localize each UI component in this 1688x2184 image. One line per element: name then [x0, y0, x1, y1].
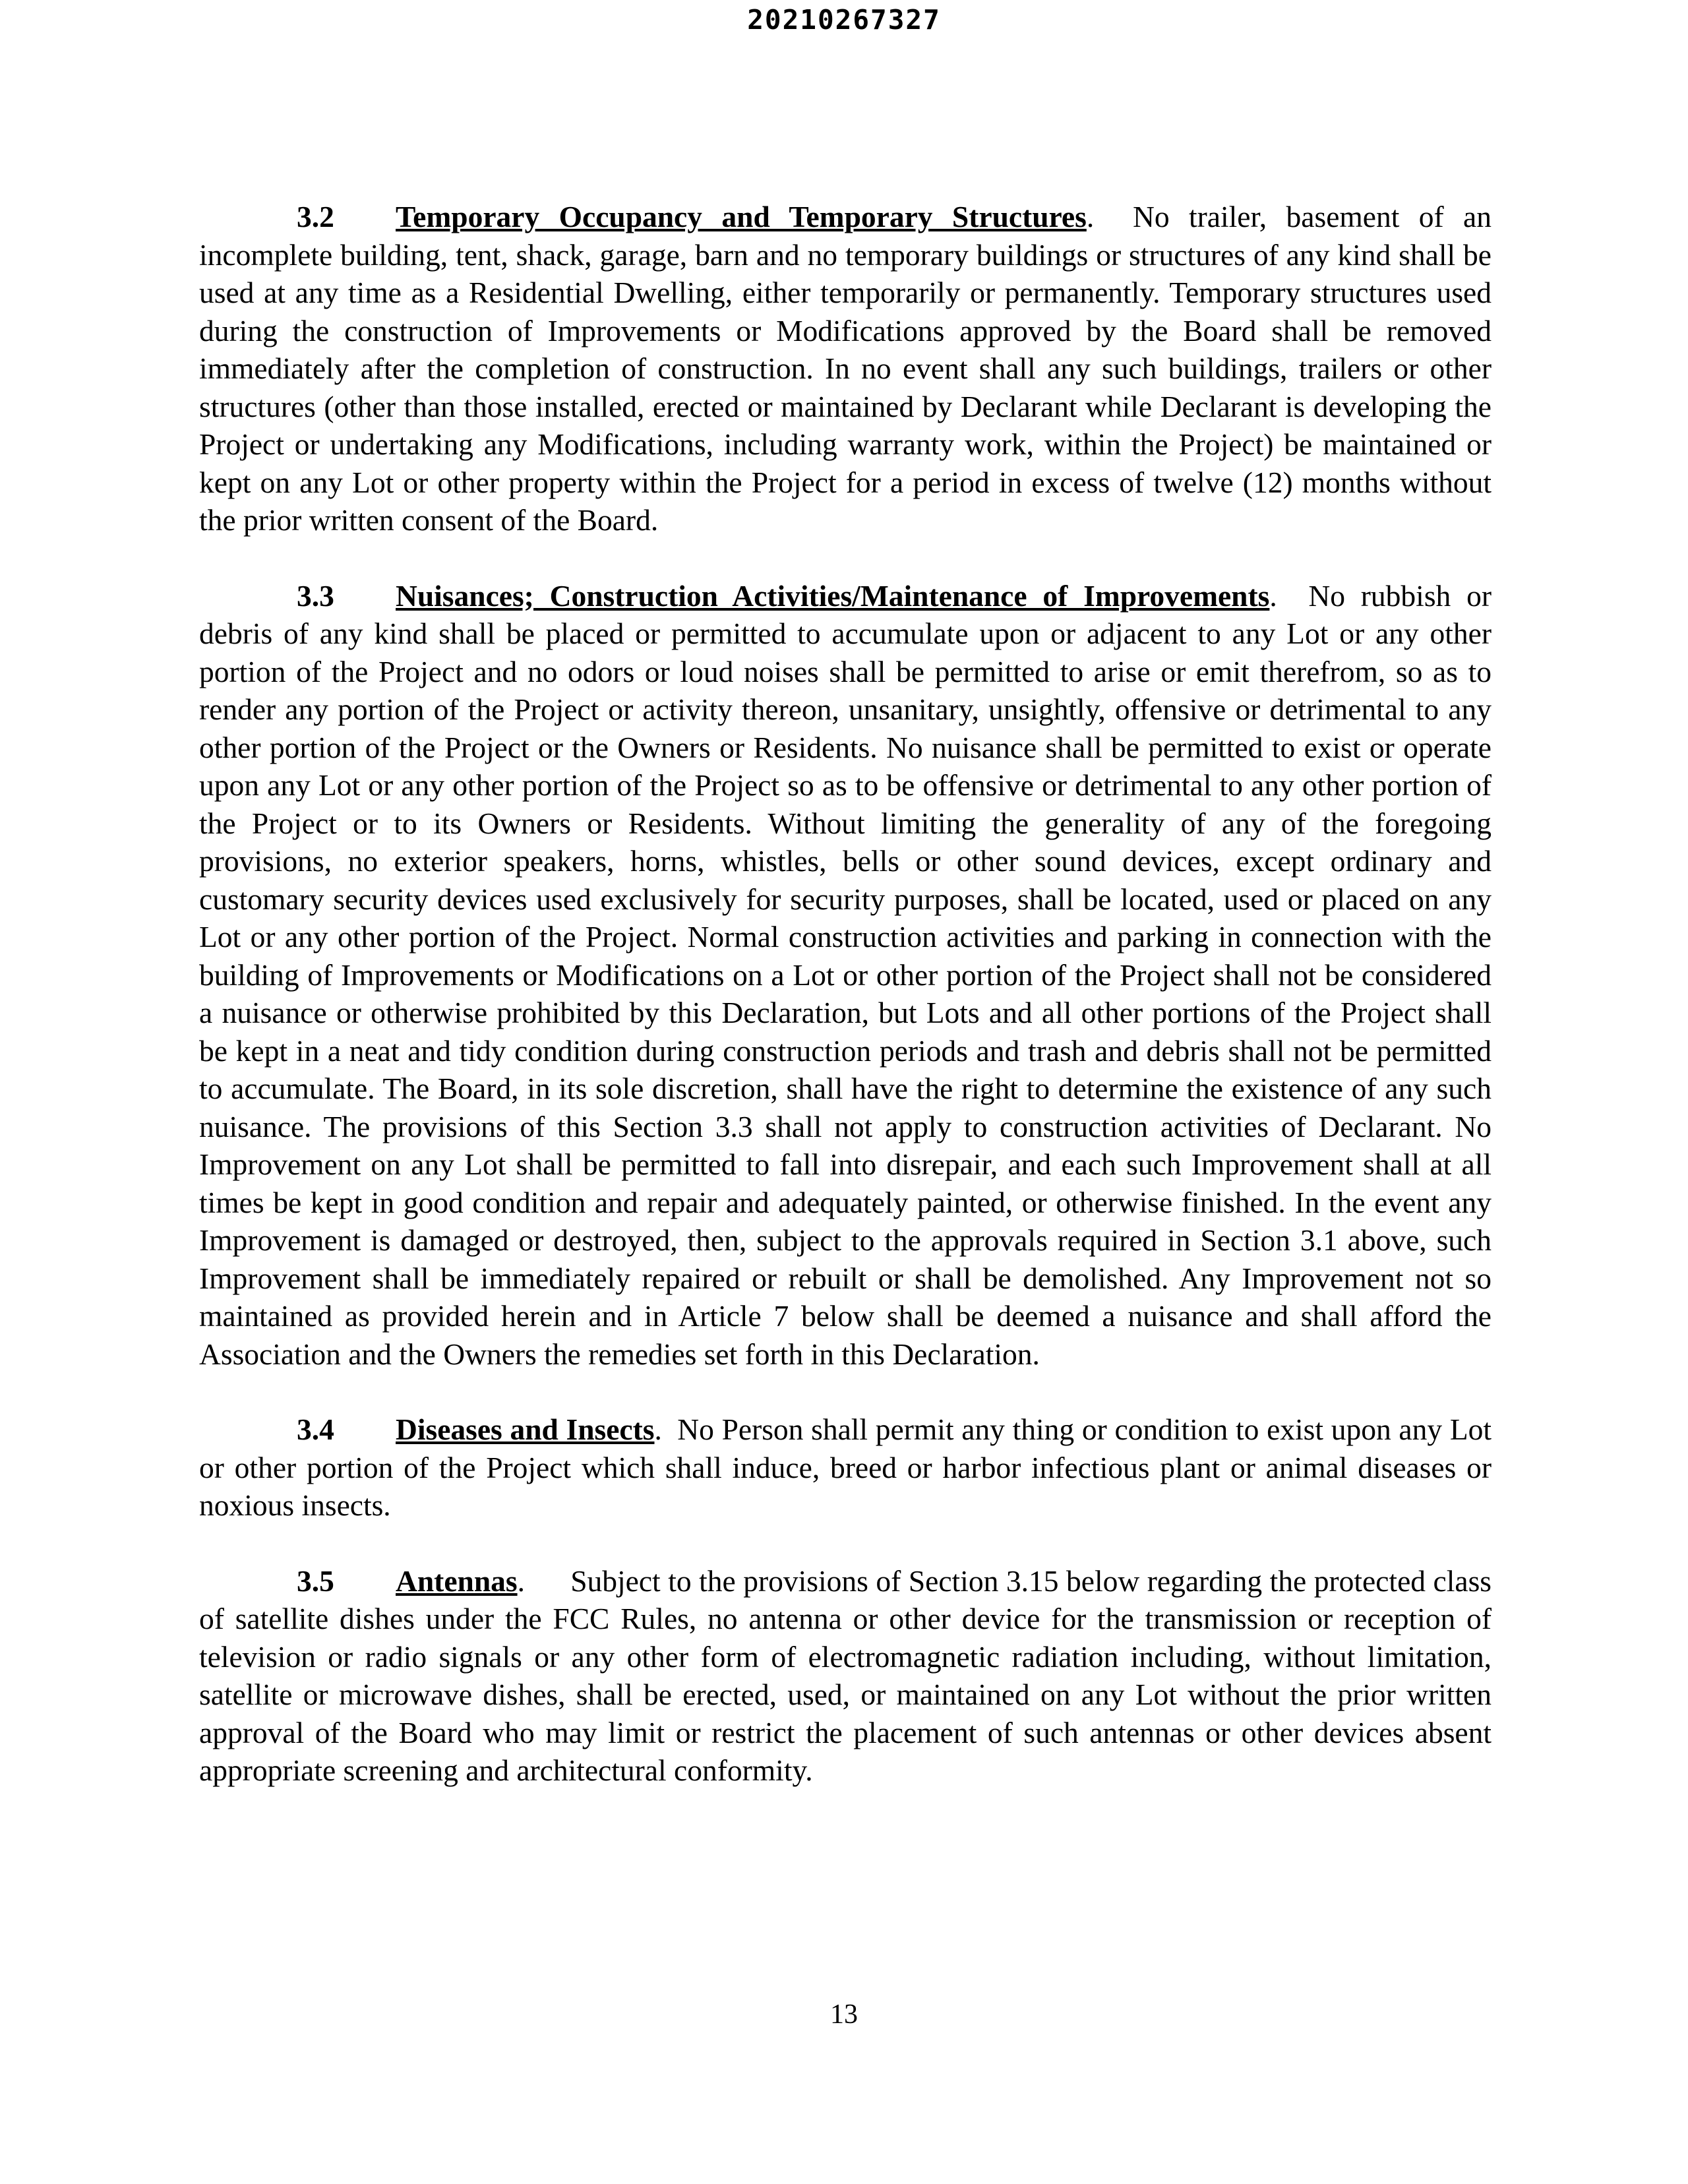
section-number: 3.2 [297, 200, 334, 233]
section-3-4 [199, 1410, 1492, 1525]
section-paragraph [199, 198, 1492, 539]
section-body: No trailer, basement of an incomplete building, tent, shack, garage, barn and no temporary buildings or structures of any kind shall be used at any time as a Residential Dwelling, either temporarily or permanently. Temporary structures used during the construction of Improvements or Modifications approved by the Board shall be removed immediately after the completion of construction. In no event shall any such buildings, trailers or other structures (other than those installed, erected or maintained by Declarant while Declarant is developing the Project or undertaking any Modifications, including warranty work, within the Project) be maintained or kept on any Lot or other property within the Project for a period in excess of twelve (12) months without the prior written consent of the Board. [199, 200, 1492, 537]
section-paragraph [199, 1562, 1492, 1790]
section-body: Subject to the provisions of Section 3.15 below regarding the protected class of satellite dishes under the FCC Rules, no antenna or other device for the transmission or reception of television or radio signals or any other form of electromagnetic radiation including, without limitation, satellite or microwave dishes, shall be erected, used, or maintained on any Lot without the prior written approval of the Board who may limit or restrict the placement of such antennas or other devices absent appropriate screening and architectural conformity. [199, 1563, 1492, 1787]
section-title: Antennas [396, 1563, 518, 1598]
section-paragraph [199, 577, 1492, 1374]
page-number: 13 [830, 1999, 858, 2030]
section-title-punct: . [517, 1563, 525, 1598]
section-paragraph [199, 1410, 1492, 1525]
section-number: 3.3 [297, 578, 334, 613]
section-title: Temporary Occupancy and Temporary Structures [396, 200, 1087, 233]
section-number: 3.5 [297, 1563, 334, 1598]
section-body: No rubbish or debris of any kind shall be placed or permitted to accumulate upon or adjacent to any Lot or any other portion of the Project and no odors or loud noises shall be permitted to arise or emit therefrom, so as to render any portion of the Project or activity thereon, unsanitary, unsightly, offensive or detrimental to any other portion of the Project or the Owners or Residents. No nuisance shall be permitted to exist or operate upon any Lot or any other portion of the Project so as to be offensive or detrimental to any other portion of the Project or to its Owners or Residents. Without limiting the generality of any of the foregoing provisions, no exterior speakers, horns, whistles, bells or other sound devices, except ordinary and customary security devices used exclusively for security purposes, shall be located, used or placed on any Lot or any other portion of the Project. Normal construction activities and parking in connection with the building of Improvements or Modifications on a Lot or other portion of the Project shall not be considered a nuisance or otherwise prohibited by this Declaration, but Lots and all other portions of the Project shall be kept in a neat and tidy condition during construction periods and trash and debris shall not be permitted to accumulate. The Board, in its sole discretion, shall have the right to determine the existence of any such nuisance. The provisions of this Section 3.3 shall not apply to construction activities of Declarant. No Improvement on any Lot shall be permitted to fall into disrepair, and each such Improvement shall at all times be kept in good condition and repair and adequately painted, or otherwise finished. In the event any Improvement is damaged or destroyed, then, subject to the approvals required in Section 3.1 above, such Improvement shall be immediately repaired or rebuilt or shall be demolished. Any Improvement not so maintained as provided herein and in Article 7 below shall be deemed a nuisance and shall afford the Association and the Owners the remedies set forth in this Declaration. [199, 578, 1492, 1371]
section-3-2 [199, 198, 1492, 539]
document-body [199, 198, 1492, 1827]
section-3-3 [199, 577, 1492, 1374]
section-title-punct: . [1269, 578, 1277, 613]
section-title-punct: . [1086, 200, 1095, 233]
section-3-5 [199, 1562, 1492, 1790]
section-number: 3.4 [297, 1412, 334, 1446]
section-title: Nuisances; Construction Activities/Maintenance of Improvements [396, 578, 1270, 613]
document-number: 20210267327 [747, 4, 941, 36]
section-title: Diseases and Insects [396, 1412, 655, 1446]
section-title-punct: . [654, 1412, 662, 1446]
section-body: No Person shall permit any thing or condition to exist upon any Lot or other portion of the Project which shall induce, breed or harbor infectious plant or animal diseases or noxious insects. [199, 1412, 1492, 1522]
